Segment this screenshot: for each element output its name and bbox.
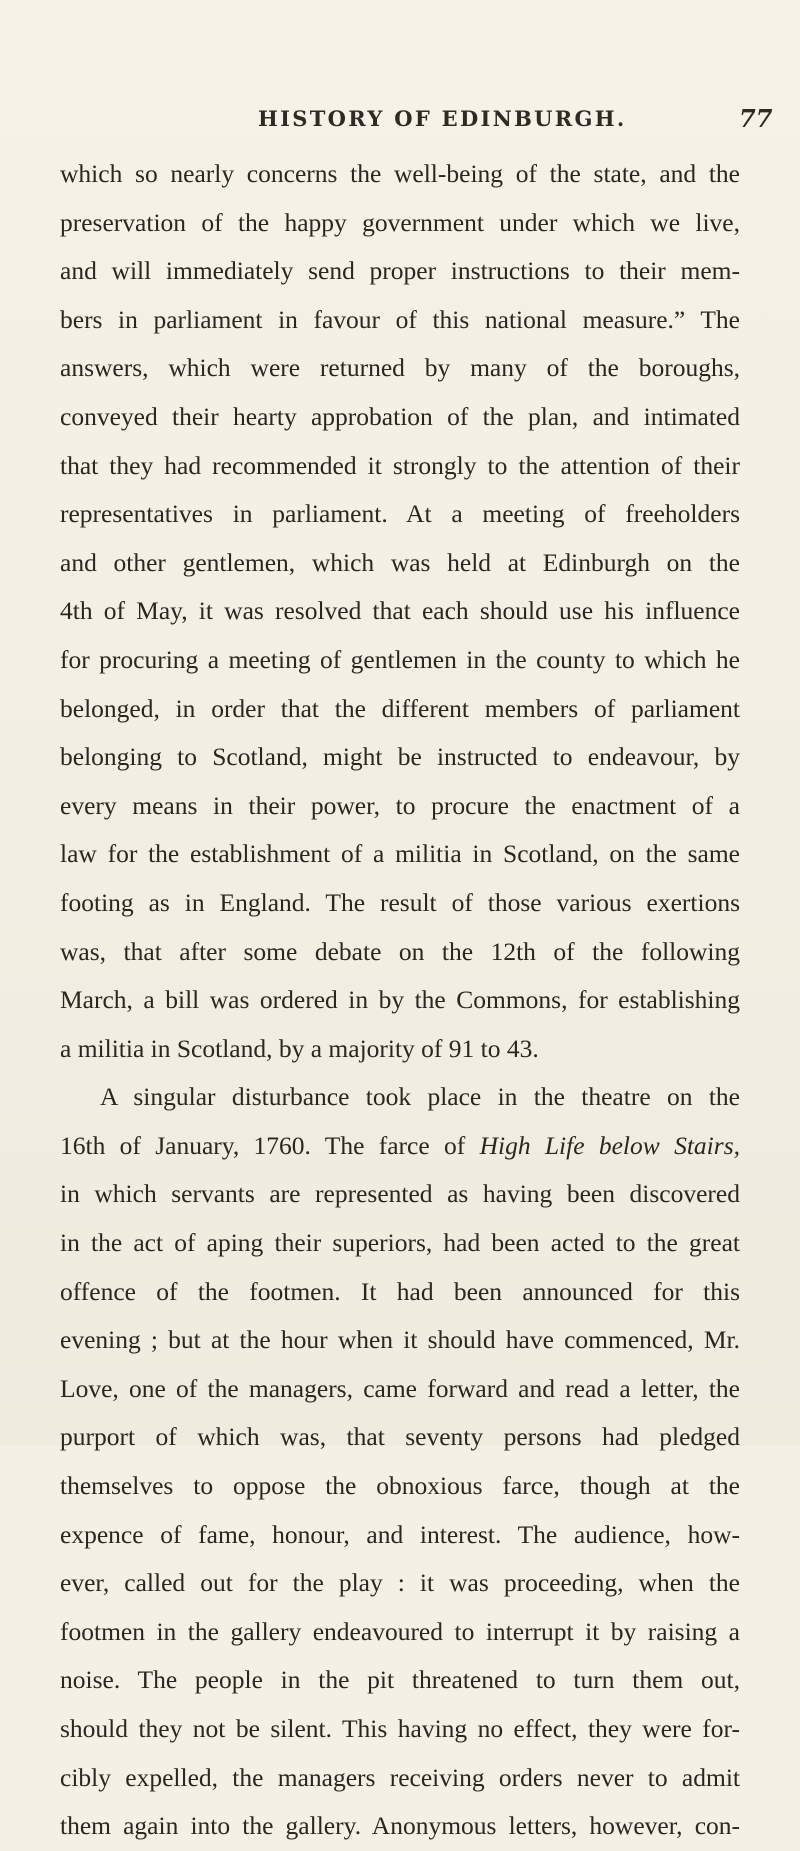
text-line: noise. The people in the pit threatened to turn them out, (60, 1665, 740, 1695)
text-line: purport of which was, that seventy persons had pledged (60, 1422, 740, 1452)
text-line: them again into the gallery. Anonymous letters, however, con- (60, 1811, 740, 1841)
text-line: was, that after some debate on the 12th of the following (60, 936, 740, 966)
text-line-with-title (60, 1122, 740, 1171)
text-line: cibly expelled, the managers receiving orders never to admit (60, 1762, 740, 1792)
text-line: evening ; but at the hour when it should have commenced, Mr. (60, 1325, 740, 1355)
text-line: that they had recommended it strongly to the attention of their (60, 450, 740, 480)
text-line: footmen in the gallery endeavoured to interrupt it by raising a (60, 1616, 740, 1646)
text-line: conveyed their hearty approbation of the plan, and intimated (60, 401, 740, 431)
text-segment: 16th of January, 1760. The farce of (60, 1130, 480, 1160)
text-line: representatives in parliament. At a meeting of freeholders (60, 499, 740, 529)
body-text (60, 150, 740, 1851)
text-line: bers in parliament in favour of this national measure.” The (60, 304, 740, 334)
text-line: and other gentlemen, which was held at Edinburgh on the (60, 547, 740, 577)
text-line: law for the establishment of a militia in Scotland, on the same (60, 839, 740, 869)
text-line: ever, called out for the play : it was proceeding, when the (60, 1568, 740, 1598)
text-line: for procuring a meeting of gentlemen in the county to which he (60, 644, 740, 674)
text-line: which so nearly concerns the well-being of the state, and the (60, 159, 740, 188)
play-title: High Life below Stairs, (479, 1130, 740, 1160)
text-line: offence of the footmen. It had been announced for this (60, 1276, 740, 1306)
text-line: 4th of May, it was resolved that each should use his influence (60, 596, 740, 626)
text-line: March, a bill was ordered in by the Commons, for establishing (60, 985, 740, 1015)
text-line: themselves to oppose the obnoxious farce, though at the (60, 1471, 740, 1501)
text-line: answers, which were returned by many of the boroughs, (60, 353, 740, 383)
running-head (0, 106, 800, 136)
text-line: should they not be silent. This having no effect, they were for- (60, 1714, 740, 1743)
running-head-title: HISTORY OF EDINBURGH. (258, 106, 627, 131)
page-number: 77 (739, 104, 773, 133)
text-line: in the act of aping their superiors, had been acted to the great (60, 1228, 740, 1258)
text-line: and will immediately send proper instructions to their mem- (60, 256, 740, 286)
text-line: in which servants are represented as having been discovered (60, 1179, 740, 1209)
paragraph-end-line: a militia in Scotland, by a majority of 91 to 43. (60, 1033, 539, 1063)
paragraph-start-line: A singular disturbance took place in the theatre on the (100, 1082, 740, 1112)
text-line: belonged, in order that the different members of parliament (60, 693, 740, 723)
text-line: footing as in England. The result of those various exertions (60, 887, 740, 917)
text-line: every means in their power, to procure the enactment of a (60, 790, 740, 820)
text-line: Love, one of the managers, came forward and read a letter, the (60, 1373, 740, 1403)
text-line: expence of fame, honour, and interest. The audience, how- (60, 1519, 740, 1549)
text-line: belonging to Scotland, might be instructed to endeavour, by (60, 742, 740, 772)
text-line: preservation of the happy government under which we live, (60, 207, 740, 237)
